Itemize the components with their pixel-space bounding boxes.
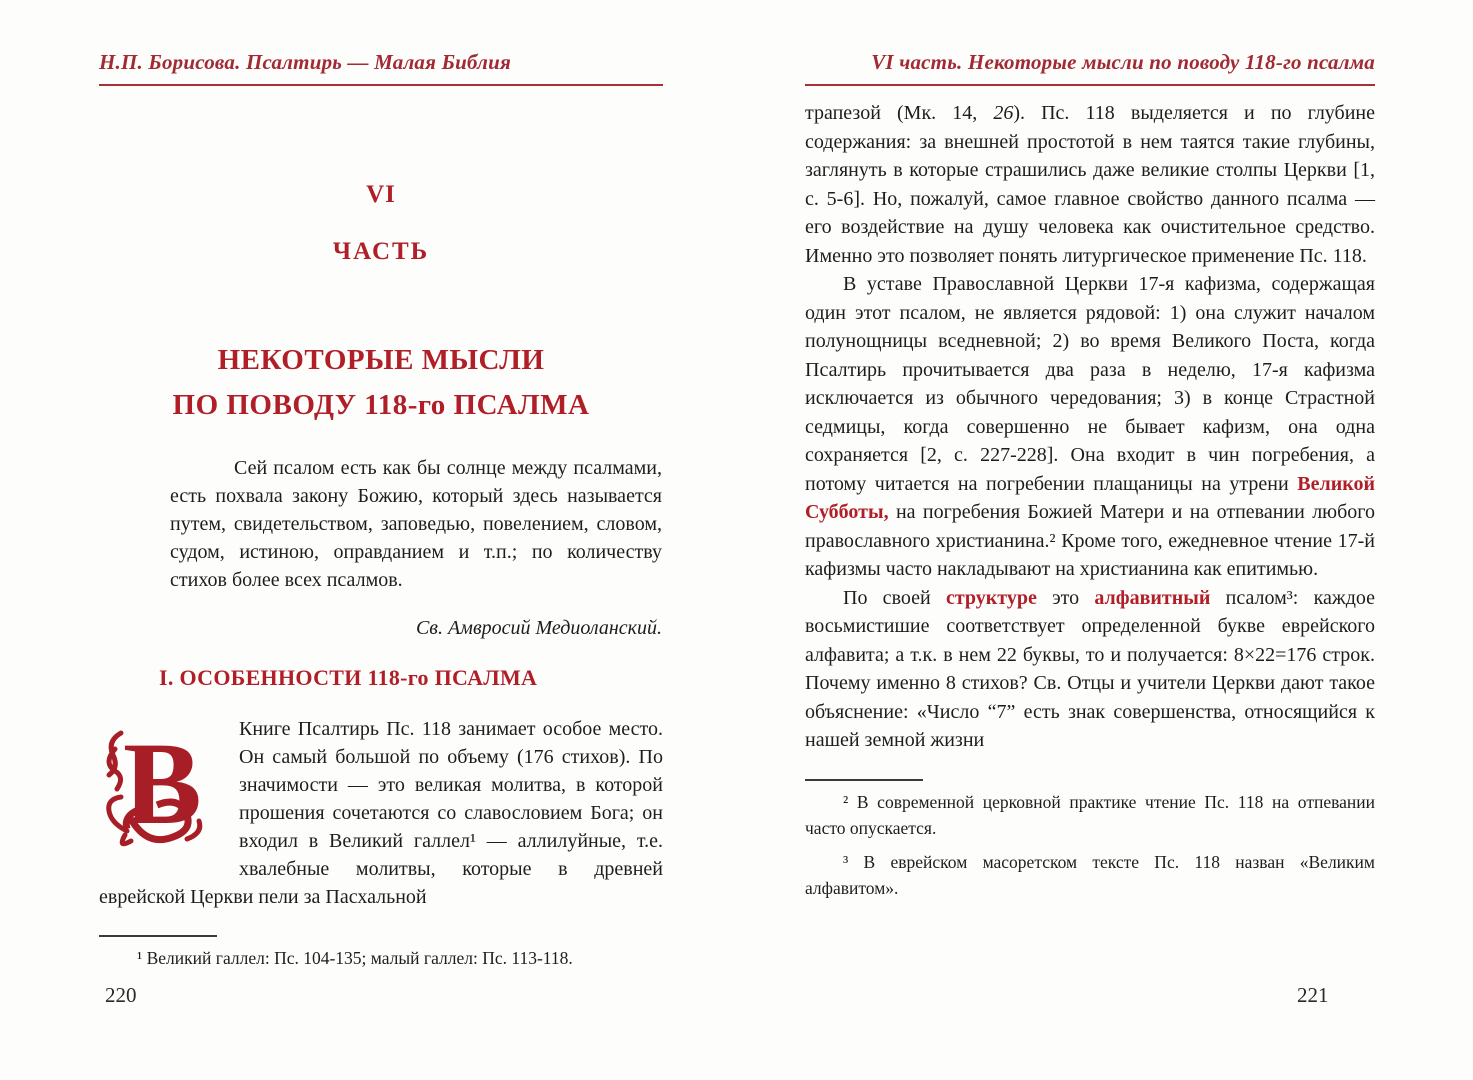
footnote-1: ¹ Великий галлел: Пс. 104-135; малый галлел: Пс. 113-118. <box>137 948 573 968</box>
epigraph-attribution: Св. Амвросий Медиоланский. <box>415 617 662 639</box>
paragraph-3-text-c: это <box>1036 586 1095 609</box>
paragraph-1 <box>805 99 1375 270</box>
page-number-left: 220 <box>105 983 137 1007</box>
ornate-initial-icon <box>101 719 213 854</box>
chapter-title-line1: НЕКОТОРЫЕ МЫСЛИ <box>217 344 545 376</box>
body-paragraph <box>99 715 663 911</box>
paragraph-2-text-a: В уставе Православной Церкви 17-я кафизма, содержащая один этот псалом, не является рядовой: 1) она служит началом полунощницы вседневной; 2) во время Великого Поста, когда Псалтирь прочитывается два раза в неделю, 17-я кафизма исключается из обычного чередования; 3) в конце Страстной седмицы, когда совершенно не бывает кафизм, она одна сохраняется [2, с. 227-228]. Она входит в чин погребения, а потому читается на погребении плащаницы на утрени <box>805 273 1375 495</box>
chapter-title <box>99 338 663 428</box>
paragraph-3-accent-alphabetic: алфавитный <box>1094 586 1211 609</box>
body-paragraph-text: Книге Псалтирь Пс. 118 занимает особое место. Он самый большой по объему (176 стихов). По значимости — это великая молитва, в которой прошения сочетаются со славословием Бога; он входил в Великий галлел¹ — аллилуйные, т.е. хвалебные молитвы, которые в древней еврейской Церкви пели за Пасхальной <box>99 718 663 908</box>
left-running-header: Н.П. Борисова. Псалтирь — Малая Библия <box>99 50 663 86</box>
part-number: VI <box>366 181 396 208</box>
part-word: ЧАСТЬ <box>332 238 430 265</box>
paragraph-3-accent-structure: структуре <box>945 586 1037 609</box>
epigraph: Сей псалом есть как бы солнце между псалмами, есть похвала закону Божию, который здесь называется путем, свидетельством, заповедью, повелением, словом, судом, истиною, оправданием и т.п.; по количеству стихов более всех псалмов. <box>170 457 662 591</box>
chapter-title-line2: ПО ПОВОДУ 118-го ПСАЛМА <box>172 389 590 421</box>
paragraph-3 <box>805 584 1375 755</box>
paragraph-3-text-a: По своей <box>843 586 946 609</box>
paragraph-1-text-a: трапезой (Мк. 14, <box>805 102 994 124</box>
section-heading: I. ОСОБЕННОСТИ 118-го ПСАЛМА <box>159 665 538 690</box>
paragraph-2-text-c: на погребения Божией Матери и на отпевании любого православного христианина.² Кроме того, ежедневное чтение 17-й кафизмы часто накладывают на христианина как епитимью. <box>805 501 1375 580</box>
footnote-3: ³ В еврейском масоретском тексте Пс. 118 назван «Великим алфавитом». <box>805 851 1375 898</box>
paragraph-1-verse-italic: 26 <box>993 102 1014 124</box>
right-running-header: VI часть. Некоторые мысли по поводу 118-го псалма <box>805 50 1375 86</box>
footnote-2: ² В современной церковной практике чтение Пс. 118 на отпевании часто опускается. <box>805 791 1375 838</box>
paragraph-2 <box>805 270 1375 584</box>
page-right <box>805 50 1375 901</box>
paragraph-1-text-c: ). Пс. 118 выделяется и по глубине содержания: за внешней простотой в нем таятся такие глубины, заглянуть в которые страшились даже великие столпы Церкви [1, с. 5-6]. Но, пожалуй, самое главное свойство данного псалма — его воздействие на душу человека как очистительное средство. Именно это позволяет понять литургическое применение Пс. 118. <box>805 102 1375 267</box>
page-number-right: 221 <box>1297 983 1329 1007</box>
paragraph-2-accent-great-saturday: Великой Субботы, <box>805 472 1375 523</box>
footnote-rule-left <box>99 935 217 937</box>
paragraph-3-text-e: псалом³: каждое восьмистишие соответствует определенной букве еврейского алфавита; а т.к. в нем 22 буквы, то и получается: 8×22=176 строк. Почему именно 8 стихов? Св. Отцы и учители Церкви дают такое объяснение: «Число “7” есть знак совершенства, относящийся к нашей земной жизни <box>805 586 1375 751</box>
footnote-rule-right <box>805 779 923 781</box>
page-left <box>99 50 663 971</box>
svg-text:В: В <box>123 719 202 849</box>
